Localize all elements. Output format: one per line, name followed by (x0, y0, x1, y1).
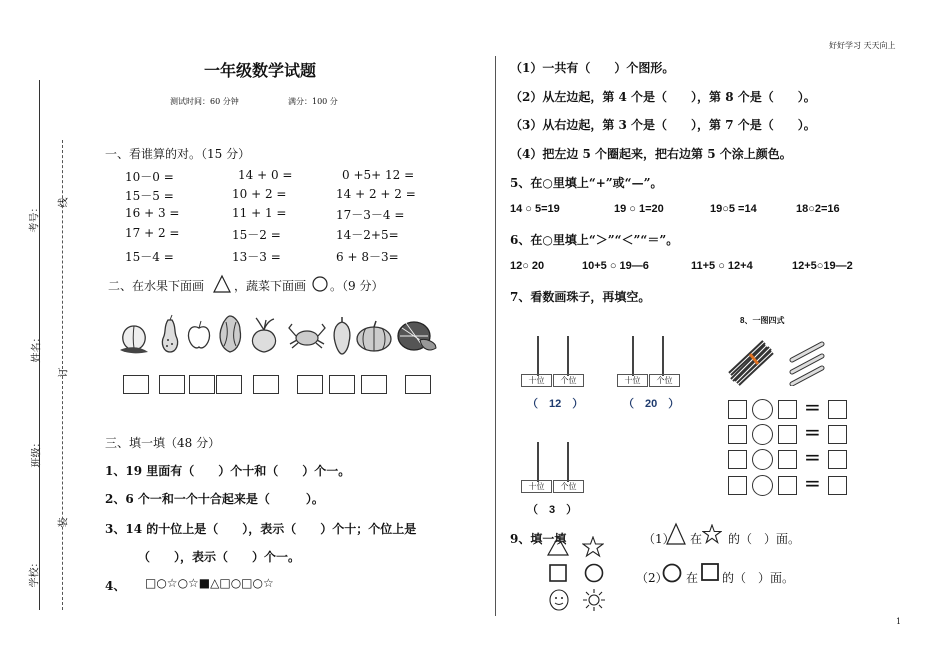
answer-box[interactable] (159, 375, 185, 394)
q4-part3: （3）从右边起，第 3 个是（ ），第 7 个是（ ）。 (510, 118, 816, 132)
q6-item: 10+5 ○ 19—6 (582, 260, 649, 272)
pumpkin-icon (354, 318, 394, 354)
calc-r1-c1: 10－0 = (125, 170, 174, 184)
q4-part1: （1）一共有（ ）个图形。 (510, 61, 675, 75)
calc-r4-c2: 15－2 = (232, 228, 281, 242)
abacus-tens-label: 十位 (617, 374, 648, 387)
label-ding: 订 (58, 367, 70, 378)
calc-r3-c3: 17－3－4 = (336, 208, 405, 222)
calc-r2-c1: 15－5 = (125, 189, 174, 203)
abacus-rod (632, 336, 634, 376)
apple-icon (184, 318, 214, 352)
fill-q4-number: 4、 (105, 579, 126, 593)
eq-result-box[interactable] (828, 425, 847, 444)
answer-box[interactable] (297, 375, 323, 394)
eq-operand-box[interactable] (728, 476, 747, 495)
triangle-icon (547, 536, 569, 556)
circle-icon (311, 275, 329, 293)
equals-sign: = (804, 471, 821, 495)
q9-part1-in: 在 (690, 532, 703, 546)
eq-operator-circle[interactable] (752, 424, 773, 445)
q9-part2-number: （2） (636, 571, 668, 585)
eq-result-box[interactable] (828, 450, 847, 469)
abacus-tens-label: 十位 (521, 374, 552, 387)
q5-heading: 5、在○里填上“+”或“—”。 (510, 176, 663, 190)
label-kaohao: 考号： (29, 202, 41, 233)
abacus-tens-label: 十位 (521, 480, 552, 493)
header-motto: 好好学习 天天向上 (829, 41, 896, 50)
calc-r1-c2: 14 + 0 = (238, 168, 293, 182)
star-icon (582, 536, 604, 558)
section2-heading-a: 二、在水果下面画 (108, 279, 205, 293)
exam-score: 满分：100 分 (288, 97, 338, 106)
pepper-icon (330, 316, 354, 356)
section1-heading: 一、看谁算的对。（15 分） (105, 147, 251, 161)
turnip-icon (246, 316, 282, 356)
square-icon (700, 562, 720, 582)
calc-r1-c3: 0 +5+ 12 = (342, 168, 415, 182)
answer-box[interactable] (123, 375, 149, 394)
eq-operand-box[interactable] (778, 450, 797, 469)
abacus-rod (567, 442, 569, 482)
q4-part4: （4）把左边 5 个圈起来，把右边第 5 个涂上颜色。 (510, 147, 792, 161)
watermelon-icon (396, 318, 438, 354)
calc-r4-c3: 14－2+5= (336, 228, 399, 242)
shape-sequence: □○☆○☆■△□○□○☆ (145, 576, 274, 590)
eq-operand-box[interactable] (778, 400, 797, 419)
q9-part1-number: （1） (643, 532, 675, 546)
circle-icon (661, 562, 683, 584)
q6-heading: 6、在○里填上“＞”“＜”“＝”。 (510, 233, 679, 247)
abacus-ones-label: 个位 (553, 480, 584, 493)
calc-r5-c1: 15－4 = (125, 250, 174, 264)
q5-item: 19 ○ 1=20 (614, 203, 664, 215)
abacus-rod (567, 336, 569, 376)
peach-icon (116, 316, 152, 356)
label-zhuang: 装 (58, 517, 70, 528)
eq-operand-box[interactable] (778, 476, 797, 495)
calc-r5-c2: 13－3 = (232, 250, 281, 264)
column-divider (495, 56, 496, 616)
answer-box[interactable] (216, 375, 242, 394)
q6-item: 12+5○19—2 (792, 260, 853, 272)
q6-item: 11+5 ○ 12+4 (691, 260, 753, 272)
q9-part1-tail: 的（ ）面。 (728, 532, 801, 546)
section3-heading: 三、填一填（48 分） (105, 436, 221, 450)
label-class: 班级： (31, 437, 43, 468)
cabbage-icon (214, 312, 246, 356)
exam-time: 测试时间：60 分钟 (170, 97, 239, 106)
eq-operand-box[interactable] (728, 450, 747, 469)
q5-item: 19○5 =14 (710, 203, 757, 215)
label-name: 姓名： (31, 332, 43, 363)
page-number: 1 (896, 617, 902, 626)
smiley-icon (548, 588, 570, 612)
abacus-rod (537, 442, 539, 482)
section2-heading-c: 。（9 分） (330, 279, 384, 293)
calc-r3-c2: 11 + 1 = (232, 206, 287, 220)
eq-operand-box[interactable] (728, 425, 747, 444)
stick-bundle-icon (728, 340, 776, 386)
eq-operand-box[interactable] (778, 425, 797, 444)
fill-q2: 2、6 个一和一个十合起来是（ ）。 (105, 492, 324, 506)
eq-operand-box[interactable] (728, 400, 747, 419)
q7-heading: 7、看数画珠子，再填空。 (510, 290, 651, 304)
fill-q1: 1、19 里面有（ ）个十和（ ）个一。 (105, 464, 351, 478)
abacus-value: （ 3 ） (527, 504, 578, 516)
q6-item: 12○ 20 (510, 260, 545, 272)
equals-sign: = (804, 445, 821, 469)
q5-item: 18○2=16 (796, 203, 840, 215)
answer-box[interactable] (361, 375, 387, 394)
equals-sign: = (804, 395, 821, 419)
triangle-icon (212, 274, 232, 294)
equals-sign: = (804, 420, 821, 444)
abacus-ones-label: 个位 (649, 374, 680, 387)
abacus-rod (662, 336, 664, 376)
section2-heading-b: ，蔬菜下面画 (234, 279, 307, 293)
q9-heading: 9、填一填 (510, 532, 567, 546)
eq-operator-circle[interactable] (752, 475, 773, 496)
answer-box[interactable] (329, 375, 355, 394)
eq-result-box[interactable] (828, 476, 847, 495)
q9-part2-tail: 的（ ）面。 (722, 571, 795, 585)
calc-r2-c2: 10 + 2 = (232, 187, 287, 201)
fill-q3-line1: 3、14 的十位上是（ ），表示（ ）个十；个位上是 (105, 522, 417, 536)
q9-part2-in: 在 (686, 571, 699, 585)
circle-icon (583, 562, 605, 584)
eq-operator-circle[interactable] (752, 399, 773, 420)
calc-r3-c1: 16 + 3 = (125, 206, 180, 220)
abacus-value: （ 20 ） (623, 398, 680, 410)
square-icon (548, 563, 568, 583)
triangle-icon (666, 522, 686, 546)
calc-r4-c1: 17 + 2 = (125, 226, 180, 240)
abacus-rod (537, 336, 539, 376)
eq-operator-circle[interactable] (752, 449, 773, 470)
calc-r5-c3: 6 + 8－3= (336, 250, 399, 264)
q5-item: 14 ○ 5=19 (510, 203, 560, 215)
calc-r2-c3: 14 + 2 + 2 = (336, 187, 416, 201)
loose-sticks-icon (788, 340, 828, 386)
pear-icon (156, 314, 184, 356)
label-xian: 线 (58, 197, 70, 208)
sun-icon (582, 588, 606, 612)
q4-part2: （2）从左边起，第 4 个是（ ），第 8 个是（ ）。 (510, 90, 816, 104)
page-title: 一年级数学试题 (204, 61, 317, 80)
eq-result-box[interactable] (828, 400, 847, 419)
crab-icon (286, 318, 328, 354)
star-icon (702, 524, 722, 544)
answer-box[interactable] (253, 375, 279, 394)
q8-heading: 8、一图四式 (740, 316, 785, 325)
answer-box[interactable] (405, 375, 431, 394)
answer-box[interactable] (189, 375, 215, 394)
abacus-ones-label: 个位 (553, 374, 584, 387)
fill-q3-line2: （ ），表示（ ）个一。 (138, 550, 301, 564)
label-school: 学校： (29, 557, 41, 588)
abacus-value: （ 12 ） (527, 398, 584, 410)
